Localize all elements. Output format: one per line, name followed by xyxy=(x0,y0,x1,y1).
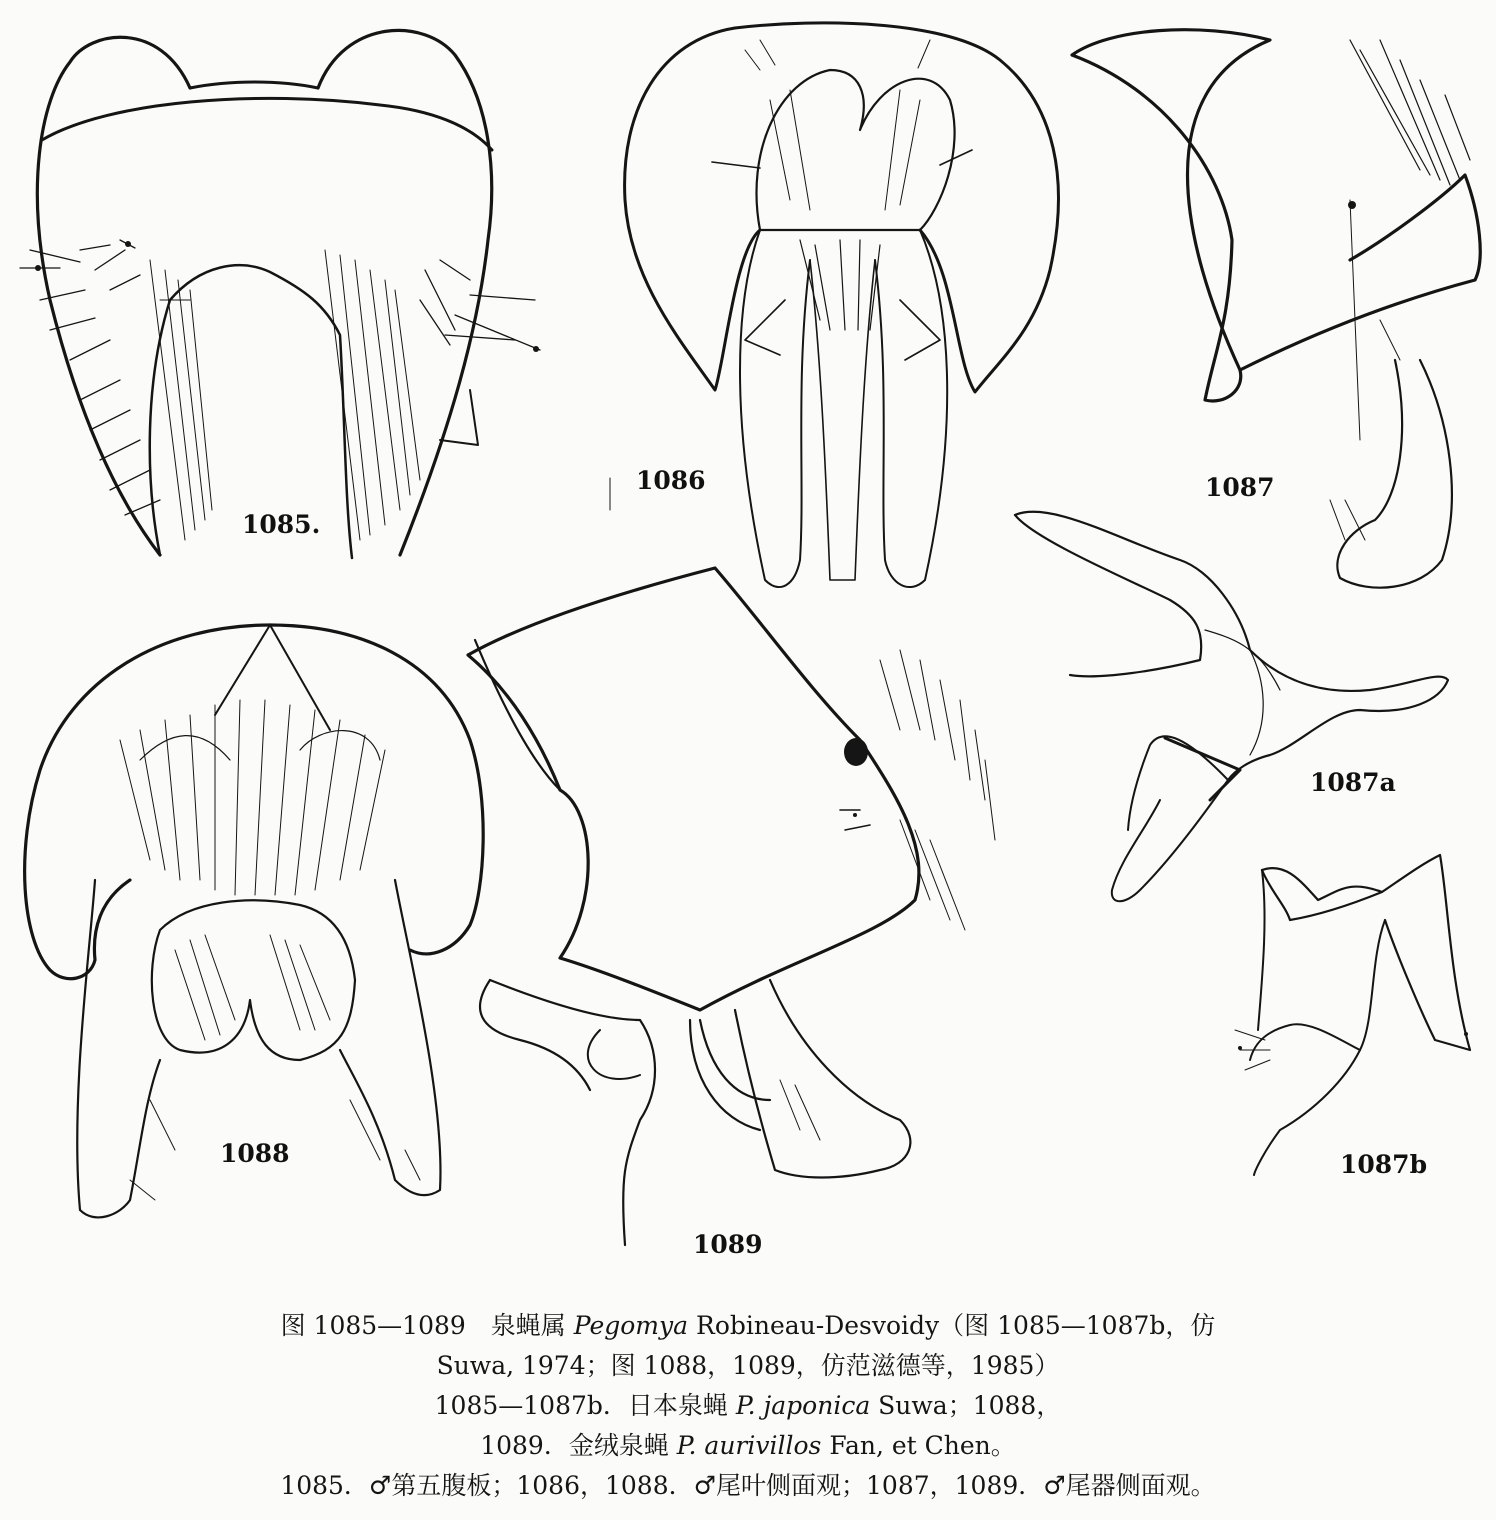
caption-line-2 xyxy=(0,1346,1496,1386)
caption-line-3-prefix: 1085—1087b．日本泉蝇 xyxy=(434,1391,736,1420)
caption-line-3 xyxy=(0,1386,1496,1426)
figure-label-1087a: 1087a xyxy=(1310,768,1396,797)
figure-label-1089: 1089 xyxy=(693,1230,763,1259)
drawing-1087a xyxy=(1015,512,1448,902)
drawing-1087 xyxy=(1072,30,1480,588)
ink-specks xyxy=(853,813,1468,1280)
species-name-japonica: P. japonica xyxy=(735,1391,871,1420)
caption-line-4-suffix: Fan, et Chen。 xyxy=(821,1431,1016,1460)
figure-label-1087b: 1087b xyxy=(1340,1150,1428,1179)
caption-line-1-prefix: 图 1085—1089 泉蝇属 xyxy=(280,1311,574,1340)
caption-line-1-suffix: Robineau-Desvoidy（图 1085—1087b，仿 xyxy=(688,1311,1216,1340)
caption-line-2-text: Suwa, 1974；图 1088，1089，仿范滋德等，1985） xyxy=(436,1351,1060,1380)
figure-label-1085: 1085. xyxy=(242,510,321,539)
caption-line-5 xyxy=(0,1466,1496,1506)
figure-caption xyxy=(0,1306,1496,1506)
figure-label-1088: 1088 xyxy=(220,1139,290,1168)
species-name-aurivillos: P. aurivillos xyxy=(676,1431,822,1460)
caption-line-5-text: 1085．♂第五腹板；1086，1088．♂尾叶侧面观；1087，1089．♂尾器侧面观。 xyxy=(280,1471,1216,1500)
caption-line-4-prefix: 1089．金绒泉蝇 xyxy=(480,1431,677,1460)
drawing-1088 xyxy=(25,625,484,1217)
caption-line-4 xyxy=(0,1426,1496,1466)
drawing-1085 xyxy=(20,30,540,558)
drawing-1089 xyxy=(468,568,995,1245)
genus-name: Pegomya xyxy=(573,1311,689,1340)
figure-label-1086: 1086 xyxy=(636,466,706,495)
caption-line-3-suffix: Suwa；1088， xyxy=(870,1391,1062,1420)
caption-line-1 xyxy=(0,1306,1496,1346)
figure-label-1087: 1087 xyxy=(1205,473,1275,502)
drawing-1086 xyxy=(610,23,1058,587)
drawing-1087b xyxy=(1235,855,1470,1175)
